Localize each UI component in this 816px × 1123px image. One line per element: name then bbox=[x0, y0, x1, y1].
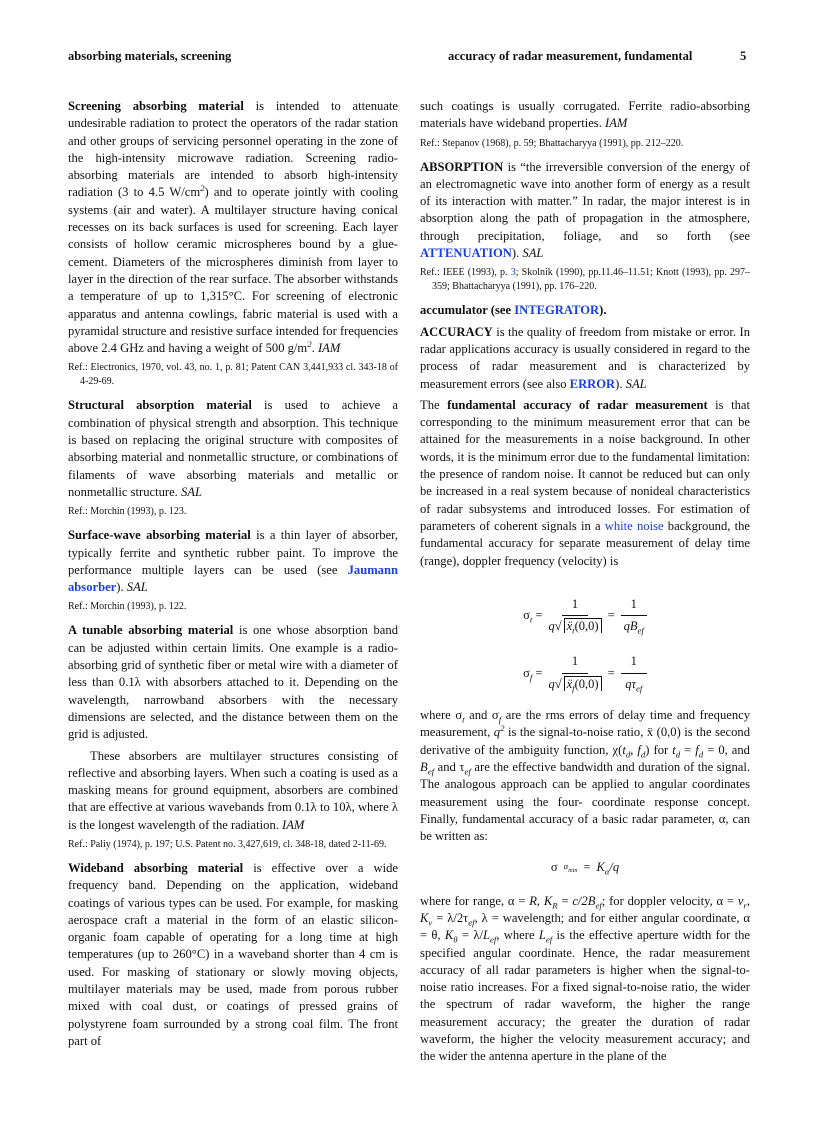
cross-reference-link[interactable]: ERROR bbox=[569, 376, 616, 391]
eq2-rhs-denominator bbox=[625, 674, 642, 693]
text-segment: , bbox=[536, 893, 544, 908]
cross-reference-link[interactable]: white noise bbox=[604, 518, 664, 533]
text-segment: t bbox=[462, 714, 465, 725]
text-segment: θ bbox=[453, 934, 458, 945]
entry-term: ACCURACY bbox=[420, 324, 493, 339]
text-segment: where for range, α = bbox=[420, 893, 530, 908]
text-segment: L bbox=[538, 928, 546, 943]
eq1-rhs-sub: ef bbox=[637, 625, 644, 636]
text-segment: ) and to operate jointly with cooling systems (air and water). A multilayer structure having conical recesses on its back surfaces is used for screening. Each layer consists of hollow ceramic microspheres bound by a glue-cement. Diameters of the microspheres diminish from layer to layer in the direction of the rear surface. The absorber withstands a temperature of up to 1,315°C. For screening of electronic apparatus and antenna cowlings, fabric material is used with a pyramidal structure and resistive surface intended for frequencies above 2.4 GHz and having a weight of 500 g/m bbox=[68, 185, 398, 356]
eq1-q: q bbox=[548, 619, 555, 634]
entry-term: fundamental accuracy of radar measurement bbox=[447, 397, 708, 412]
text-segment: R bbox=[552, 900, 558, 911]
text-segment: SAL bbox=[126, 580, 148, 595]
reference bbox=[420, 266, 750, 294]
text-segment: f bbox=[637, 742, 641, 757]
text-segment: Ref.: Electronics, 1970, vol. 43, no. 1, p. 81; Patent CAN 3,441,933 cl. 343-18 of 4-29-69. bbox=[68, 362, 398, 388]
text-segment: background, the fundamental accuracy for separate measurement of delay time (range), doppler frequency (velocity) is bbox=[420, 518, 751, 568]
eq1-x: ẍ bbox=[566, 619, 573, 634]
text-segment: 2 bbox=[200, 183, 205, 194]
eq3-sub bbox=[563, 860, 578, 874]
eq2-radicand bbox=[564, 676, 602, 694]
eq2-rhs-den-text: qτ bbox=[625, 676, 636, 691]
reference bbox=[68, 361, 398, 389]
eq3-rhs bbox=[596, 859, 619, 876]
eq1-lhs bbox=[523, 607, 542, 624]
text-segment: ef bbox=[468, 917, 475, 928]
text-segment: d bbox=[698, 749, 704, 760]
text-segment: Ref.: Morchin (1993), p. 122. bbox=[68, 601, 187, 613]
text-segment: ef bbox=[464, 766, 471, 777]
text-segment: IAM bbox=[605, 116, 628, 131]
eq3-sigma: σ bbox=[550, 860, 558, 875]
text-segment: ; Skolnik (1990), pp.11.46–11.51; Knott (1993), pp. 297–359; Bhattacharyya (1991), pp. 176–220. bbox=[432, 267, 750, 293]
text-segment: B bbox=[420, 759, 428, 774]
left-column bbox=[68, 98, 398, 1054]
text-segment: ). bbox=[615, 376, 626, 391]
eq1-radicand bbox=[564, 618, 602, 636]
page-number: 5 bbox=[740, 49, 747, 63]
text-segment: is “the irreversible conversion of the energy of an electromagnetic wave into another form of energy as a result of its interaction with matter.” In radar, the major interest is in absorption along the path of propagation in the atmosphere, through precipitation, foliage, and so forth (see bbox=[420, 159, 750, 243]
text-segment: ; for doppler velocity, α = bbox=[601, 893, 738, 908]
equation-sigma-f bbox=[420, 653, 750, 693]
sqrt-icon: √ bbox=[554, 619, 562, 634]
text-segment: ). bbox=[116, 580, 127, 595]
text-segment: is effective over a wide frequency band. Depending on the application, wideband coatings of various types can be used. For example, for masking aerospace craft a material in the form of an elastic silicon-organic foam capable of operating for a long time at high temperatures (up to 260°C) in a waveband shorter than 4 cm is used. For masking of stationary or slowly moving objects, multilayer materials may be used, made from porous rubber mixed with coal dust, or coatings of pressed grains of polystyrene foam surrounded by a strong coal film. The front part of bbox=[68, 860, 398, 1048]
text-segment: Ref.: Stepanov (1968), p. 59; Bhattacharyya (1991), pp. 212–220. bbox=[420, 137, 684, 149]
right-column-entries bbox=[420, 98, 750, 570]
running-header-left: absorbing materials, screening bbox=[68, 49, 232, 63]
reference bbox=[68, 505, 398, 519]
eq1-rhs-den-text: qB bbox=[623, 619, 638, 634]
eq2-rhs-fraction bbox=[621, 653, 647, 693]
eq1-x-sub: t bbox=[572, 625, 575, 636]
eq2-equals-2: = bbox=[607, 665, 615, 680]
text-segment: R bbox=[529, 893, 537, 908]
text-segment: d bbox=[625, 749, 631, 760]
eq2-numerator: 1 bbox=[562, 653, 588, 673]
eq1-rhs-numerator: 1 bbox=[621, 596, 647, 616]
eq3-sub-alpha: α bbox=[563, 860, 569, 871]
text-segment: = 0, and bbox=[703, 742, 750, 757]
entry-term: Screening absorbing material bbox=[68, 99, 244, 113]
text-segment: is intended to attenuate undesirable radiation to protect the operators of the radar station and other groups of servicing personnel operating in the zone of the high-intensity microwave radiation. Screening radio-absorbing materials are intended to absorb high-intensity radiation (3 to 4.5 W/cm bbox=[68, 99, 398, 200]
text-segment: SAL bbox=[522, 246, 544, 261]
entry-paragraph bbox=[68, 98, 398, 357]
text-segment: = bbox=[680, 742, 696, 757]
eq3-equals: = bbox=[583, 860, 591, 875]
cross-reference-link[interactable]: Jaumann absorber bbox=[68, 562, 398, 595]
text-segment: f bbox=[498, 714, 502, 725]
eq1-sigma-sub: t bbox=[529, 614, 533, 625]
text-segment: SAL bbox=[625, 376, 647, 391]
text-segment: = λ/2τ bbox=[432, 910, 469, 925]
eq2-rhs-sub: ef bbox=[635, 683, 643, 694]
text-segment: ef bbox=[427, 766, 435, 777]
entry-paragraph bbox=[68, 860, 398, 1050]
text-segment: , where bbox=[496, 928, 539, 943]
text-segment: and τ bbox=[434, 759, 465, 774]
eq3-k: K bbox=[596, 860, 605, 875]
entry-term: A tunable absorbing material bbox=[68, 623, 234, 638]
text-segment: Ref.: Paliy (1974), p. 197; U.S. Patent no. 3,427,619, cl. 348-18, dated 2-11-69. bbox=[68, 838, 387, 850]
text-segment: is used to achieve a combination of physical strength and absorption. This technique is based on replacing the original structure with composites of absorbing material and nonmetallic structure, or combinations of filaments of wave absorbing materials and metallic or nonmetallic structure. bbox=[68, 398, 398, 499]
text-segment: ef bbox=[489, 934, 497, 945]
text-segment: The bbox=[420, 397, 448, 412]
text-segment: t bbox=[672, 742, 676, 757]
eq3-k-sub: α bbox=[604, 866, 610, 877]
text-segment: , λ = wavelength; and for either angular coordinate, α = θ, bbox=[420, 910, 750, 943]
eq2-sigma: σ bbox=[523, 665, 530, 680]
eq2-fraction bbox=[548, 653, 601, 693]
entry-term: ABSORPTION bbox=[420, 159, 504, 174]
entry-term: Wideband absorbing material bbox=[68, 860, 244, 875]
text-segment: L bbox=[482, 928, 490, 943]
text-segment: ). bbox=[511, 246, 523, 261]
text-segment: ef bbox=[545, 934, 553, 945]
eq1-rhs-denominator bbox=[624, 616, 644, 635]
entry-paragraph bbox=[420, 302, 750, 319]
right-column-entries-2 bbox=[420, 707, 750, 845]
eq1-numerator: 1 bbox=[562, 596, 588, 616]
eq2-x: ẍ bbox=[566, 676, 573, 691]
cross-reference-link[interactable]: ATTENUATION bbox=[420, 246, 512, 261]
entry-term: ). bbox=[599, 303, 607, 318]
text-segment: K bbox=[543, 893, 553, 908]
text-segment: is the effective aperture width for the specified angular coordinate. Hence, the radar measurement accuracy of all radar parameters is higher when the signal-to-noise ratio increases. For a fixed signal-to-noise ratio, the wider the spectrum of radar waveform, the higher the range measurement accuracy; the greater the duration of radar waveform, the higher the velocity measurement accuracy; and the wider the antenna aperture in the plane of the bbox=[420, 928, 750, 1064]
text-segment: K bbox=[420, 910, 429, 925]
entry-paragraph bbox=[420, 98, 750, 133]
entry-paragraph bbox=[420, 707, 750, 845]
text-segment: = bbox=[557, 893, 573, 908]
text-segment: SAL bbox=[180, 484, 202, 499]
reference bbox=[68, 838, 398, 852]
text-segment: IAM bbox=[317, 341, 341, 356]
text-segment: . bbox=[311, 341, 318, 356]
text-segment: are the effective bandwidth and duration of the signal. The analogous approach can be applied to angular coordinates measurement using the four- coordinate response concept. Finally, fundamental accuracy of a basic radar parameter, α, can be written as: bbox=[420, 759, 750, 844]
entry-paragraph bbox=[420, 159, 750, 263]
eq2-q: q bbox=[548, 676, 555, 691]
text-segment: r bbox=[743, 900, 747, 911]
entry-paragraph bbox=[68, 527, 398, 596]
eq1-arg: (0,0) bbox=[574, 619, 599, 634]
eq1-fraction bbox=[548, 596, 601, 636]
text-segment: ef bbox=[595, 900, 602, 911]
cross-reference-link[interactable]: 3 bbox=[510, 267, 516, 279]
sqrt-icon: √ bbox=[554, 676, 562, 691]
text-segment: where σ bbox=[420, 708, 463, 723]
entry-paragraph bbox=[420, 893, 750, 1066]
text-segment: 2 bbox=[307, 338, 312, 349]
eq2-rhs-numerator: 1 bbox=[621, 653, 647, 673]
text-segment: is that corresponding to the minimum measurement error that can be attained for the measurements in a noise background. In other words, it is the minimum error due to the fundamental limitation: the presence of random noise. It cannot be reduced but can only be increased in a real system because of nonideal characteristics of radar subsystems and introduced losses. For estimation of parameters of coherent signals in a bbox=[420, 397, 750, 533]
reference bbox=[420, 137, 750, 151]
text-segment: c/2B bbox=[572, 893, 596, 908]
running-header-right: accuracy of radar measurement, fundamental bbox=[448, 49, 693, 63]
text-segment: t bbox=[622, 742, 626, 757]
entry-paragraph bbox=[420, 324, 750, 393]
cross-reference-link[interactable]: INTEGRATOR bbox=[514, 303, 600, 318]
text-segment: 2 bbox=[500, 723, 505, 734]
text-segment: is the signal-to-noise ratio, ẍ (0,0) is the second derivative of the ambiguity function, χ( bbox=[420, 725, 751, 757]
text-segment: and σ bbox=[464, 708, 499, 723]
eq1-denominator bbox=[548, 616, 601, 635]
entry-term: Surface-wave absorbing material bbox=[68, 528, 251, 543]
reference bbox=[68, 600, 398, 614]
eq1-rhs-fraction bbox=[621, 596, 647, 636]
entry-paragraph bbox=[68, 748, 398, 834]
text-segment: IAM bbox=[282, 817, 305, 832]
text-segment: Ref.: Morchin (1993), p. 123. bbox=[68, 506, 187, 518]
text-segment: such coatings is usually corrugated. Ferrite radio-absorbing materials have wideband properties. bbox=[420, 99, 750, 131]
text-segment: f bbox=[695, 742, 699, 757]
text-segment: v bbox=[428, 917, 433, 928]
right-column-entries-3 bbox=[420, 893, 750, 1066]
entry-term: Structural absorption material bbox=[68, 398, 252, 413]
text-segment: d bbox=[640, 749, 646, 760]
text-segment: These absorbers are multilayer structures consisting of reflective and absorbing layers. When such a coating is used as a masking means for ground equipment, absorbers are combined that are effective at various wavebands from 0.1λ to 10λ, where λ is the longest wavelength of the radiation. bbox=[68, 748, 398, 832]
text-segment: are the rms errors of delay time and frequency measurement, bbox=[420, 708, 751, 740]
text-segment: , bbox=[630, 742, 638, 757]
entry-paragraph bbox=[68, 397, 398, 501]
text-segment: is one whose absorption band can be adjusted within certain limits. One example is a radio-absorbing grid of synthetic fiber or metal wire with a diameter of less than 0.1λ with absorbers attached to it. Depending on the wavelength, narrowband absorbers with the necessary dimensions are selected, and the distance between them on the grid is adjusted. bbox=[68, 623, 398, 742]
text-segment: is a thin layer of absorber, typically ferrite and synthetic rubber paint. To improve the performance multiple layers can be used (see bbox=[68, 528, 399, 577]
text-segment: v bbox=[737, 893, 744, 908]
entry-paragraph bbox=[68, 622, 398, 743]
eq1-equals-2: = bbox=[607, 607, 615, 622]
equation-sigma-alpha-min bbox=[420, 859, 750, 876]
text-segment: , bbox=[746, 893, 750, 908]
text-segment: q bbox=[493, 725, 501, 740]
text-segment: Ref.: IEEE (1993), p. bbox=[420, 267, 511, 279]
text-segment: d bbox=[675, 749, 681, 760]
eq1-sigma: σ bbox=[523, 607, 530, 622]
eq2-lhs bbox=[523, 665, 542, 682]
entry-paragraph bbox=[420, 397, 750, 570]
right-column bbox=[420, 98, 750, 1070]
entry-term: accumulator (see bbox=[420, 303, 515, 318]
eq2-arg: (0,0) bbox=[574, 676, 599, 691]
eq2-sigma-sub: f bbox=[529, 672, 533, 683]
left-column-entries bbox=[68, 98, 398, 1050]
text-segment: K bbox=[444, 928, 454, 943]
equation-sigma-t bbox=[420, 596, 750, 636]
eq3-sub-min: min bbox=[568, 867, 578, 874]
eq1-equals: = bbox=[535, 607, 543, 622]
text-segment: = λ/ bbox=[457, 928, 483, 943]
text-segment: ) for bbox=[645, 742, 673, 757]
eq3-over-q: /q bbox=[609, 860, 620, 875]
eq2-x-sub: f bbox=[572, 683, 575, 694]
eq2-denominator bbox=[548, 674, 601, 693]
eq2-equals: = bbox=[535, 665, 543, 680]
text-segment: is the quality of freedom from mistake or error. In radar applications accuracy is usually considered in regard to the process of radar measurement and is characterized by measurement errors (see also bbox=[420, 324, 750, 391]
